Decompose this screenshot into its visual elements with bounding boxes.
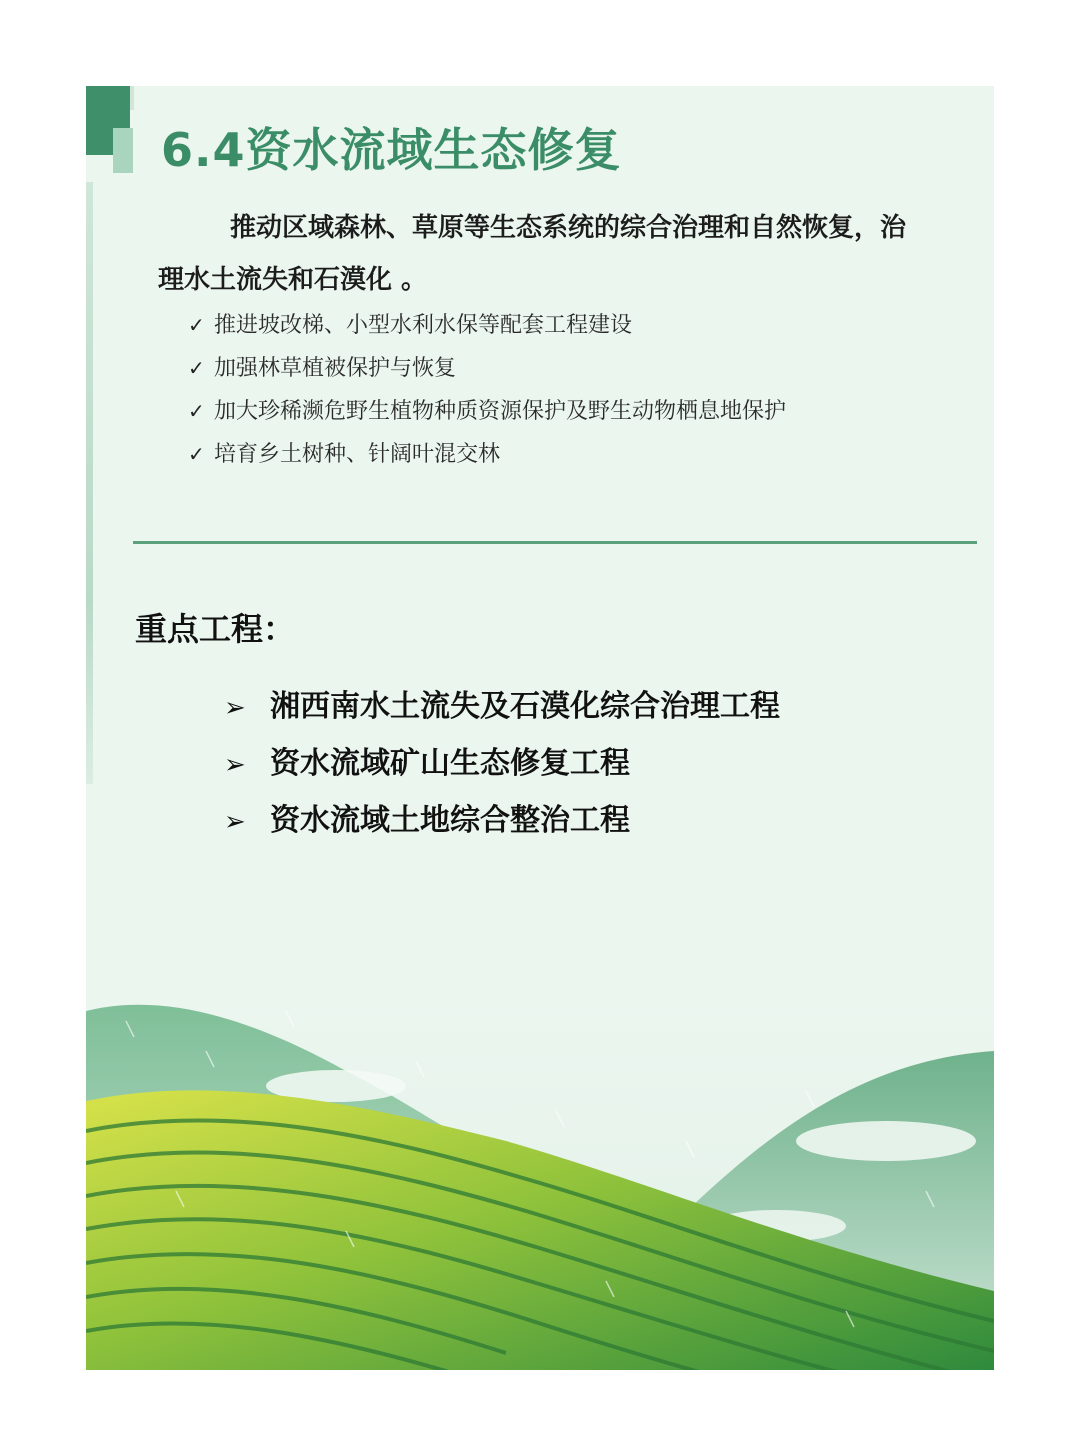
arrow-right-icon: ➢ — [224, 693, 246, 723]
list-item — [224, 678, 780, 735]
key-projects-list — [224, 678, 780, 849]
measure-text: 推进坡改梯、小型水利水保等配套工程建设 — [214, 313, 633, 338]
check-icon: ✓ — [188, 442, 205, 466]
left-accent-bar — [86, 182, 93, 784]
intro-text: 推动区域森林、草原等生态系统的综合治理和自然恢复，治理水土流失和石漠化 。 — [158, 213, 907, 295]
list-item — [188, 390, 786, 433]
check-icon: ✓ — [188, 399, 205, 423]
measure-text: 培育乡土树种、针阔叶混交林 — [214, 442, 501, 467]
list-item — [224, 735, 780, 792]
corner-decoration-line — [130, 86, 134, 110]
terrace-landscape-illustration — [86, 991, 994, 1370]
section-divider — [133, 541, 977, 544]
measures-list — [188, 304, 786, 476]
project-text: 资水流域矿山生态修复工程 — [270, 746, 630, 781]
key-projects-title: 重点工程： — [135, 610, 296, 648]
project-text: 资水流域土地综合整治工程 — [270, 803, 630, 838]
project-text: 湘西南水土流失及石漠化综合治理工程 — [270, 689, 780, 724]
measure-text: 加强林草植被保护与恢复 — [214, 356, 457, 381]
content-card — [86, 86, 994, 1370]
list-item — [188, 304, 786, 347]
measure-text: 加大珍稀濒危野生植物种质资源保护及野生动物栖息地保护 — [214, 399, 787, 424]
page-title: 6.4资水流域生态修复 — [161, 123, 622, 177]
list-item — [188, 347, 786, 390]
list-item — [188, 433, 786, 476]
check-icon: ✓ — [188, 313, 205, 337]
check-icon: ✓ — [188, 356, 205, 380]
arrow-right-icon: ➢ — [224, 807, 246, 837]
arrow-right-icon: ➢ — [224, 750, 246, 780]
intro-paragraph — [158, 202, 918, 306]
corner-decoration-accent — [113, 128, 133, 173]
list-item — [224, 792, 780, 849]
